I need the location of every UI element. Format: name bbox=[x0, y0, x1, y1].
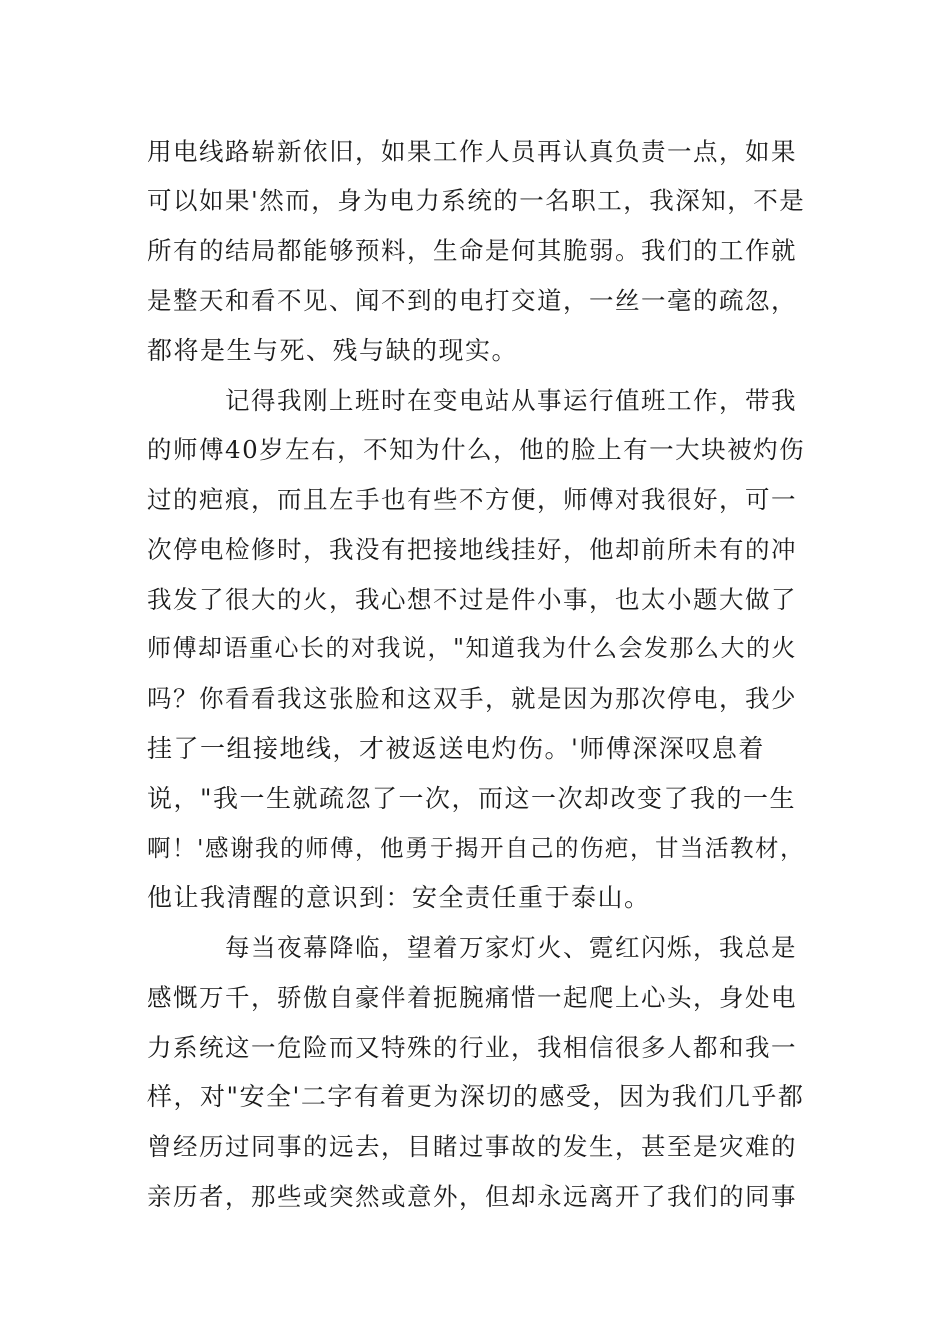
text-line: 吗？你看看我这张脸和这双手，就是因为那次停电，我少 bbox=[147, 684, 797, 713]
text-line: 亲历者，那些或突然或意外，但却永远离开了我们的同事 bbox=[147, 1182, 797, 1211]
text-line: 是整天和看不见、闻不到的电打交道，一丝一毫的疏忽， bbox=[147, 286, 797, 315]
text-line: 说，"我一生就疏忽了一次，而这一次却改变了我的一生 bbox=[147, 784, 797, 813]
text-line: 啊！'感谢我的师傅，他勇于揭开自己的伤疤，甘当活教材， bbox=[147, 834, 805, 862]
text-line: 过的疤痕，而且左手也有些不方便，师傅对我很好，可一 bbox=[147, 485, 797, 514]
text-line: 的师傅40岁左右，不知为什么，他的脸上有一大块被灼伤 bbox=[147, 435, 806, 464]
text-line: 感慨万千，骄傲自豪伴着扼腕痛惜一起爬上心头，身处电 bbox=[147, 983, 797, 1012]
text-line: 师傅却语重心长的对我说，"知道我为什么会发那么大的火 bbox=[147, 634, 798, 662]
text-line: 挂了一组接地线，才被返送电灼伤。'师傅深深叹息着 bbox=[147, 734, 765, 763]
text-line: 样，对"安全'二字有着更为深切的感受，因为我们几乎都 bbox=[147, 1082, 805, 1111]
text-line: 可以如果'然而，身为电力系统的一名职工，我深知，不是 bbox=[147, 186, 806, 215]
text-line: 都将是生与死、残与缺的现实。 bbox=[147, 336, 519, 365]
text-line: 曾经历过同事的远去，目睹过事故的发生，甚至是灾难的 bbox=[147, 1132, 797, 1161]
text-line: 记得我刚上班时在变电站从事运行值班工作，带我 bbox=[225, 386, 797, 415]
text-line: 每当夜幕降临，望着万家灯火、霓红闪烁，我总是 bbox=[225, 933, 797, 962]
text-line: 所有的结局都能够预料，生命是何其脆弱。我们的工作就 bbox=[147, 236, 797, 265]
text-line: 我发了很大的火，我心想不过是件小事，也太小题大做了 bbox=[147, 585, 797, 614]
text-line: 用电线路崭新依旧，如果工作人员再认真负责一点，如果 bbox=[147, 137, 797, 166]
text-line: 力系统这一危险而又特殊的行业，我相信很多人都和我一 bbox=[147, 1033, 797, 1062]
text-line: 他让我清醒的意识到：安全责任重于泰山。 bbox=[147, 883, 651, 912]
text-line: 次停电检修时，我没有把接地线挂好，他却前所未有的冲 bbox=[147, 535, 797, 564]
